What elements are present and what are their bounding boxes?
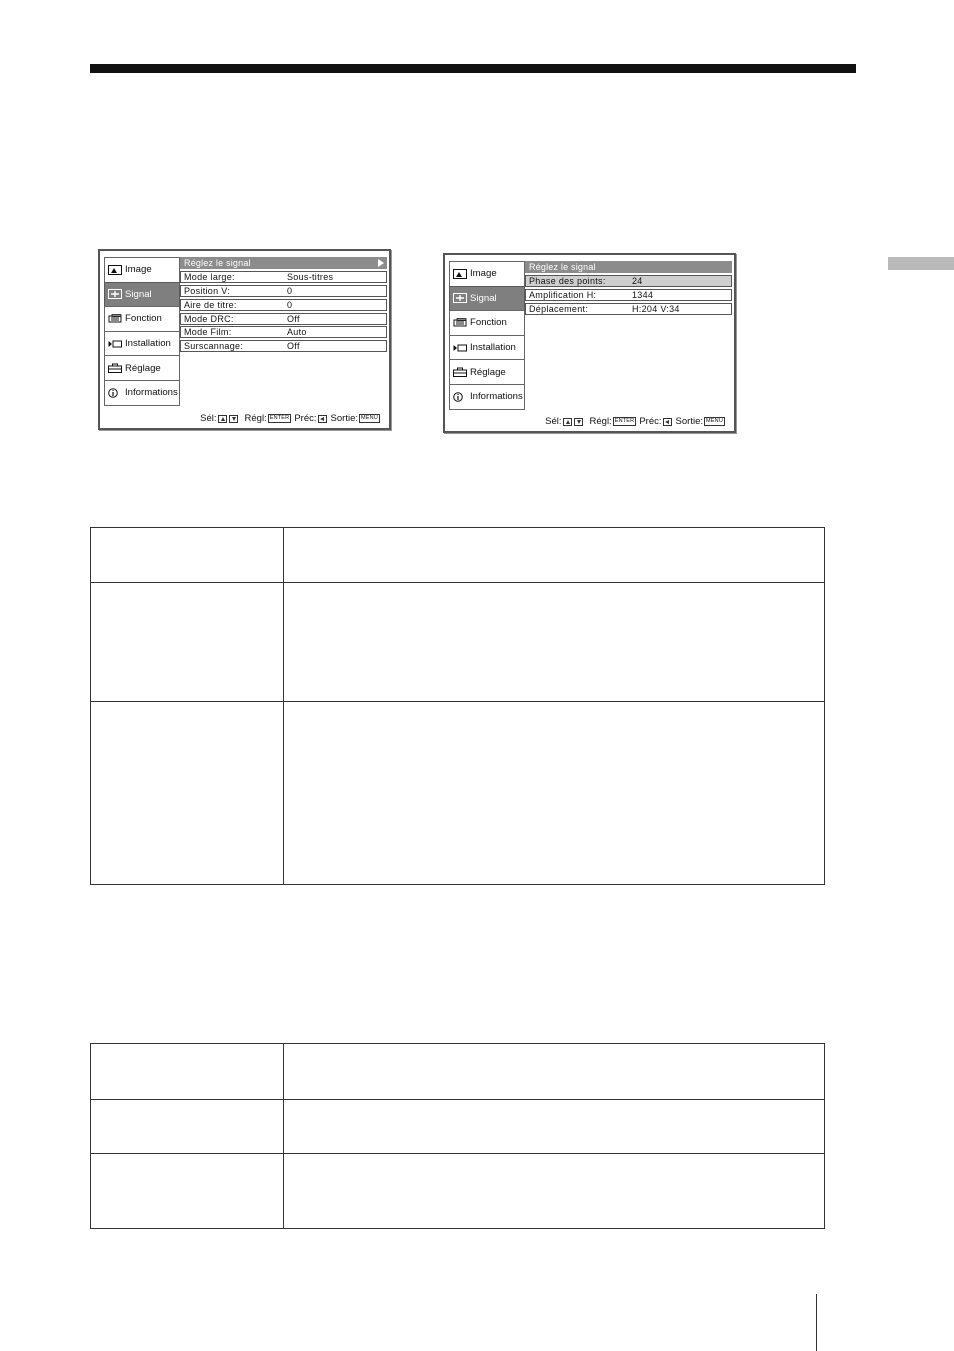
sidebar-item-installation[interactable]: [104, 331, 180, 357]
enter-key-icon: ENTER: [614, 418, 635, 424]
table-cell: [91, 583, 284, 701]
osd-row-aire-de-titre[interactable]: [180, 299, 387, 311]
row-label: Amplification H:: [529, 289, 597, 300]
row-value: 1344: [632, 289, 654, 300]
osd-row-deplacement[interactable]: [525, 303, 732, 315]
sidebar-item-label: Signal: [470, 292, 497, 304]
row-label: Position V:: [184, 285, 230, 296]
signal-icon: [453, 293, 467, 303]
sidebar-item-label: Image: [125, 264, 152, 276]
arrow-down-icon: [229, 415, 238, 423]
table-cell: [284, 702, 824, 884]
table-cell: [91, 702, 284, 884]
osd-row-mode-drc[interactable]: [180, 313, 387, 325]
footer-sel-label: Sél:: [545, 416, 562, 427]
row-value: H:204 V:34: [632, 303, 680, 314]
osd-content: [525, 261, 732, 315]
image-icon: [453, 269, 467, 279]
footer-sortie-label: Sortie:: [330, 413, 358, 424]
function-icon: [453, 318, 467, 328]
footer-regl-label: Régl:: [589, 416, 612, 427]
table-row: [91, 1099, 824, 1153]
row-value: Sous-titres: [287, 271, 334, 282]
footer-regl-label: Régl:: [244, 413, 267, 424]
menu-key-icon: MENU: [361, 415, 378, 421]
sidebar-item-label: Informations: [470, 391, 523, 403]
sidebar-item-reglage[interactable]: [449, 359, 525, 385]
enter-key-icon: ENTER: [269, 415, 290, 421]
table-row: [91, 528, 824, 582]
sidebar-item-signal[interactable]: [104, 282, 180, 308]
row-label: Mode large:: [184, 271, 235, 282]
sidebar-item-fonction[interactable]: [449, 310, 525, 336]
table-cell: [284, 1154, 824, 1228]
row-value: Off: [287, 341, 300, 352]
table-cell: [284, 1044, 824, 1099]
osd-menu-signal-adjust: [98, 249, 391, 430]
osd-row-position-v[interactable]: [180, 285, 387, 297]
sidebar-item-label: Installation: [470, 342, 516, 354]
image-icon: [108, 265, 122, 275]
sidebar-item-image[interactable]: [449, 261, 525, 287]
signal-icon: [108, 289, 122, 299]
sidebar-item-label: Signal: [125, 288, 152, 300]
row-value: 0: [287, 285, 293, 296]
row-label: Déplacement:: [529, 303, 589, 314]
arrow-right-icon: [378, 259, 384, 267]
row-label: Phase des points:: [529, 275, 606, 286]
osd-title-bar[interactable]: [180, 257, 387, 269]
table-cell: [284, 1100, 824, 1153]
settings-table-1: [90, 527, 825, 885]
sidebar-item-label: Réglage: [125, 362, 161, 374]
sidebar-item-installation[interactable]: [449, 335, 525, 361]
row-value: 0: [287, 299, 293, 310]
table-row: [91, 701, 824, 884]
table-cell: [284, 528, 824, 582]
table-cell: [91, 1044, 284, 1099]
table-row: [91, 582, 824, 701]
footer-prec-label: Préc:: [294, 413, 317, 424]
row-value: Auto: [287, 327, 307, 338]
osd-title: Réglez le signal: [529, 262, 596, 272]
sidebar-item-label: Informations: [125, 387, 178, 399]
osd-footer: [200, 413, 383, 424]
information-icon: [108, 388, 122, 398]
page-footer-rule: [816, 1294, 817, 1351]
setting-icon: [453, 367, 467, 377]
osd-sidebar: [104, 257, 180, 405]
osd-row-amplification-h[interactable]: [525, 289, 732, 301]
osd-row-surscannage[interactable]: [180, 340, 387, 352]
osd-footer: [545, 416, 728, 427]
sidebar-item-label: Fonction: [125, 313, 162, 325]
arrow-up-icon: [563, 418, 572, 426]
osd-sidebar: [449, 261, 525, 409]
table-row: [91, 1153, 824, 1228]
sidebar-item-fonction[interactable]: [104, 306, 180, 332]
table-row: [91, 1044, 824, 1099]
installation-icon: [108, 339, 122, 349]
row-label: Aire de titre:: [184, 299, 237, 310]
osd-row-mode-film[interactable]: [180, 326, 387, 338]
row-label: Mode Film:: [184, 327, 232, 338]
sidebar-item-label: Image: [470, 268, 497, 280]
information-icon: [453, 392, 467, 402]
osd-title-bar: [525, 261, 732, 273]
arrow-left-icon: [318, 415, 327, 423]
function-icon: [108, 314, 122, 324]
arrow-down-icon: [574, 418, 583, 426]
footer-prec-label: Préc:: [639, 416, 662, 427]
top-rule: [90, 64, 856, 73]
table-cell: [91, 1100, 284, 1153]
sidebar-item-label: Installation: [125, 338, 171, 350]
setting-icon: [108, 363, 122, 373]
table-cell: [91, 528, 284, 582]
sidebar-item-image[interactable]: [104, 257, 180, 283]
settings-table-2: [90, 1043, 825, 1229]
osd-content: [180, 257, 387, 352]
sidebar-item-reglage[interactable]: [104, 355, 180, 381]
row-value: Off: [287, 313, 300, 324]
sidebar-item-label: Fonction: [470, 317, 507, 329]
arrow-up-icon: [218, 415, 227, 423]
osd-row-mode-large[interactable]: [180, 271, 387, 283]
sidebar-item-signal[interactable]: [449, 286, 525, 312]
row-value: 24: [632, 275, 643, 286]
section-tab: [888, 257, 954, 270]
table-cell: [284, 583, 824, 701]
footer-sel-label: Sél:: [200, 413, 217, 424]
sidebar-item-informations[interactable]: [104, 380, 180, 406]
osd-menu-signal-adjust-detail: [443, 253, 736, 433]
osd-row-phase-des-points[interactable]: [525, 275, 732, 287]
osd-title: Réglez le signal: [184, 258, 251, 268]
arrow-left-icon: [663, 418, 672, 426]
table-cell: [91, 1154, 284, 1228]
installation-icon: [453, 343, 467, 353]
sidebar-item-label: Réglage: [470, 366, 506, 378]
menu-key-icon: MENU: [706, 418, 723, 424]
footer-sortie-label: Sortie:: [675, 416, 703, 427]
row-label: Surscannage:: [184, 341, 244, 352]
row-label: Mode DRC:: [184, 313, 234, 324]
sidebar-item-informations[interactable]: [449, 384, 525, 410]
